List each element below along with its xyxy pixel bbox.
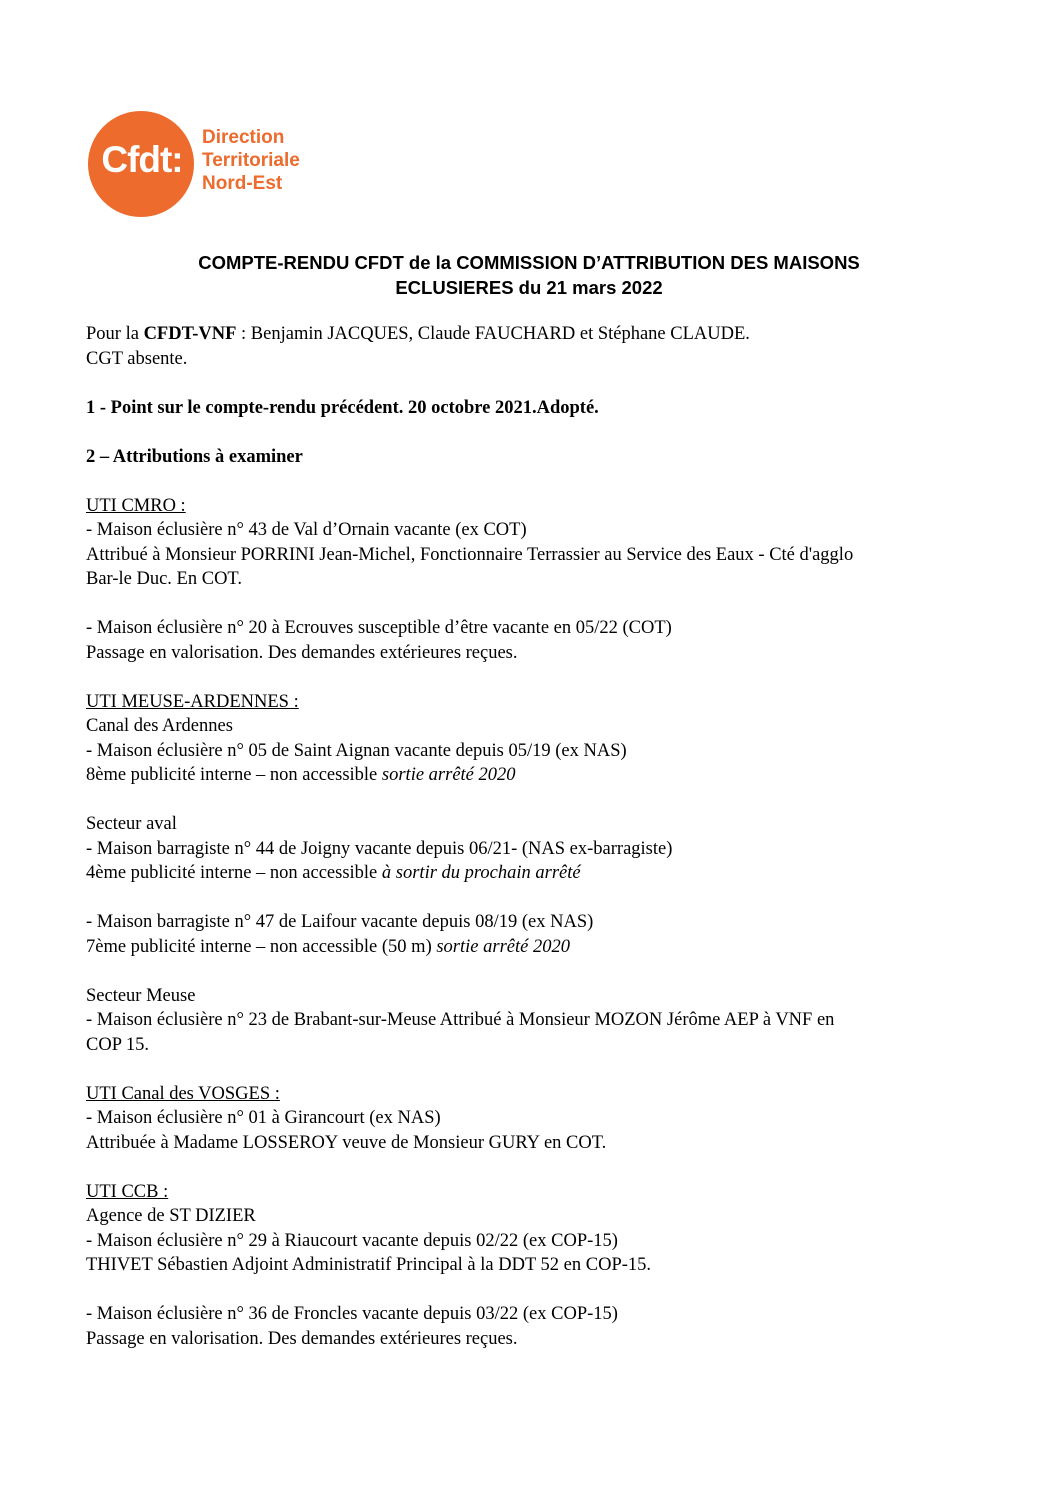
ma-item3-note: sortie arrêté 2020 xyxy=(436,936,570,957)
section-2-heading: 2 – Attributions à examiner xyxy=(86,446,303,467)
agence-st-dizier-label: Agence de ST DIZIER xyxy=(86,1206,256,1226)
intro-members: : Benjamin JACQUES, Claude FAUCHARD et Stéphane CLAUDE. xyxy=(236,324,750,344)
uti-ccb-heading: UTI CCB : xyxy=(86,1181,169,1202)
cmro-item2-line1: - Maison éclusière n° 20 à Ecrouves susceptible d’être vacante en 05/22 (COT) xyxy=(86,618,672,638)
cmro-item2-line2: Passage en valorisation. Des demandes extérieures reçues. xyxy=(86,642,518,663)
logo-line-1: Direction xyxy=(202,127,285,148)
cmro-item1-line1: - Maison éclusière n° 43 de Val d’Ornain vacante (ex COT) xyxy=(86,520,527,540)
uti-meuse-ardennes-heading: UTI MEUSE-ARDENNES : xyxy=(86,691,299,712)
ma-item3-line2 xyxy=(86,935,986,960)
ccb-item1-line1: - Maison éclusière n° 29 à Riaucourt vacante depuis 02/22 (ex COP-15) xyxy=(86,1230,618,1251)
attendees-line xyxy=(86,322,986,347)
cmro-item1-line3: Bar-le Duc. En COT. xyxy=(86,569,242,589)
ccb-item2-line2: Passage en valorisation. Des demandes extérieures reçues. xyxy=(86,1328,518,1349)
canal-ardennes-label: Canal des Ardennes xyxy=(86,716,233,736)
intro-org: CFDT-VNF xyxy=(143,324,237,344)
ccb-item2-line1: - Maison éclusière n° 36 de Froncles vacante depuis 03/22 (ex COP-15) xyxy=(86,1304,618,1324)
secteur-meuse-label: Secteur Meuse xyxy=(86,985,196,1006)
vosges-line1: - Maison éclusière n° 01 à Girancourt (ex NAS) xyxy=(86,1108,441,1128)
ma-item2-line2 xyxy=(86,861,986,886)
logo-line-2: Territoriale xyxy=(202,150,300,171)
ma-item2-text: 4ème publicité interne – non accessible xyxy=(86,863,382,883)
title-line-1: COMPTE-RENDU CFDT de la COMMISSION D’ATTRIBUTION DES MAISONS xyxy=(198,252,860,273)
ma-item3-text: 7ème publicité interne – non accessible (50 m) xyxy=(86,936,437,957)
logo-line-3: Nord-Est xyxy=(202,173,283,194)
title-line-2: ECLUSIERES du 21 mars 2022 xyxy=(395,277,663,298)
ma-item4-line1: - Maison éclusière n° 23 de Brabant-sur-Meuse Attribué à Monsieur MOZON Jérôme AEP à VNF en xyxy=(86,1010,835,1030)
logo-text xyxy=(202,126,300,195)
ma-item2-note: à sortir du prochain arrêté xyxy=(381,863,581,883)
ma-item1-line1: - Maison éclusière n° 05 de Saint Aignan vacante depuis 05/19 (ex NAS) xyxy=(86,740,627,761)
cfdt-logo xyxy=(88,111,348,221)
cmro-item1-line2: Attribué à Monsieur PORRINI Jean-Michel, Fonctionnaire Terrassier au Service des Eaux - Cté d'agglo xyxy=(86,544,854,565)
ma-item4-line2: COP 15. xyxy=(86,1034,150,1055)
document-title xyxy=(60,250,998,300)
ma-item3-line1: - Maison barragiste n° 47 de Laifour vacante depuis 08/19 (ex NAS) xyxy=(86,912,594,932)
ma-item1-text: 8ème publicité interne – non accessible xyxy=(86,765,382,785)
secteur-aval-label: Secteur aval xyxy=(86,814,177,834)
ccb-item1-line2: THIVET Sébastien Adjoint Administratif Principal à la DDT 52 en COP-15. xyxy=(86,1255,652,1275)
uti-cmro-heading: UTI CMRO : xyxy=(86,495,186,516)
ma-item1-note: sortie arrêté 2020 xyxy=(381,765,516,785)
vosges-line2: Attribuée à Madame LOSSEROY veuve de Monsieur GURY en COT. xyxy=(86,1132,607,1153)
cgt-line: CGT absente. xyxy=(86,348,188,369)
ma-item2-line1: - Maison barragiste n° 44 de Joigny vacante depuis 06/21- (NAS ex-barragiste) xyxy=(86,838,673,859)
intro-pour: Pour la xyxy=(86,324,144,344)
logo-mark: Cfdt: xyxy=(101,139,183,180)
ma-item1-line2 xyxy=(86,763,986,788)
section-1-heading: 1 - Point sur le compte-rendu précédent. 20 octobre 2021.Adopté. xyxy=(86,397,599,418)
uti-vosges-heading: UTI Canal des VOSGES : xyxy=(86,1083,280,1104)
document-body xyxy=(86,322,986,1351)
